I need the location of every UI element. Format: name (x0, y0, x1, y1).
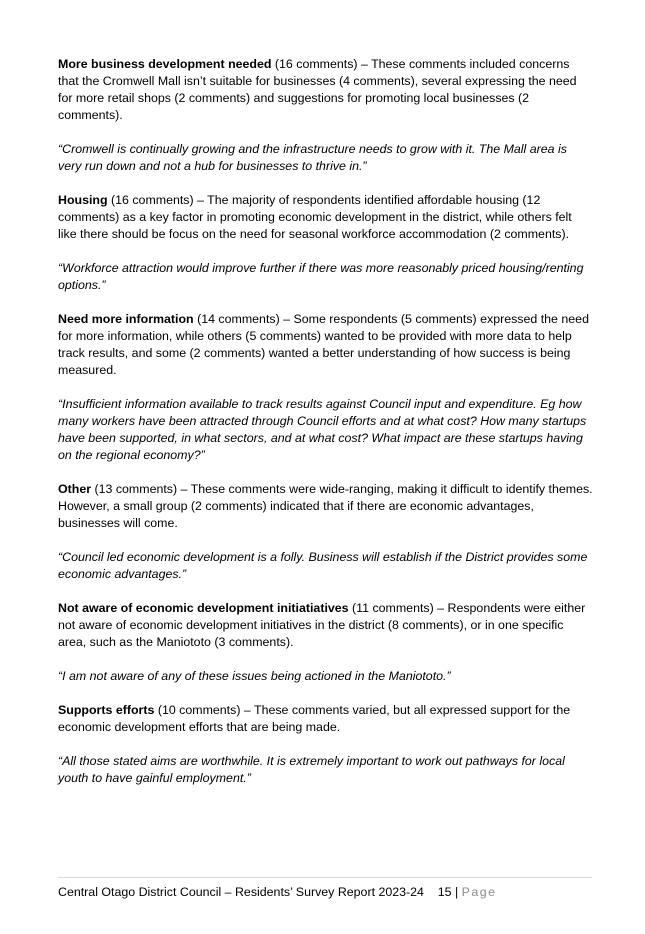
section-heading: More business development needed (58, 57, 272, 71)
section-body: (16 comments) – The majority of respondents identified affordable housing (12 comments) as a key factor in promoting economic development in the district, while others felt like there should be focus on the need for seasonal workforce accommodation (2 comments). (58, 193, 572, 241)
section-quote: “I am not aware of any of these issues being actioned in the Maniototo.” (58, 669, 451, 683)
section-business-development (58, 56, 593, 124)
section-more-information (58, 311, 593, 379)
section-body: (10 comments) – These comments varied, but all expressed support for the economic development efforts that are being made. (58, 703, 571, 734)
section-body: (16 comments) – These comments included concerns that the Cromwell Mall isn’t suitable for businesses (4 comments), several expressing the need for more retail shops (2 comments) and suggestions for promoting local businesses (2 comments). (58, 57, 577, 122)
section-heading: Supports efforts (58, 703, 155, 717)
section-heading: Other (58, 482, 92, 496)
page-number: 15 (437, 885, 452, 899)
page-footer (58, 877, 592, 901)
section-housing (58, 192, 593, 243)
section-not-aware (58, 600, 593, 651)
section-body: (11 comments) – Respondents were either not aware of economic development initiatives in the district (8 comments), or in one specific area, such as the Maniototo (3 comments). (58, 601, 586, 649)
section-body: (13 comments) – These comments were wide-ranging, making it difficult to identify themes. However, a small group (2 comments) indicated that if there are economic advantages, businesses will come. (58, 482, 593, 530)
section-quote: “Council led economic development is a folly. Business will establish if the District provides some economic advantages.” (58, 550, 588, 581)
section-heading: Housing (58, 193, 108, 207)
section-heading: Not aware of economic development initiatiatives (58, 601, 349, 615)
section-quote: “Insufficient information available to track results against Council input and expenditure. Eg how many workers have been attracted through Council efforts and at what cost? How many startups have been supported, in what sectors, and at what cost? What impact are these startups having on the regional economy?” (58, 397, 587, 462)
section-quote: “Cromwell is continually growing and the infrastructure needs to grow with it. The Mall area is very run down and not a hub for businesses to thrive in.” (58, 142, 567, 173)
section-quote: “Workforce attraction would improve further if there was more reasonably priced housing/renting options.” (58, 261, 584, 292)
section-body: (14 comments) – Some respondents (5 comments) expressed the need for more information, while others (5 comments) wanted to be provided with more data to help track results, and some (2 comments) wanted a better understanding of how success is being measured. (58, 312, 589, 377)
section-heading: Need more information (58, 312, 194, 326)
page-label: Page (461, 885, 497, 899)
footer-separator: | (454, 885, 459, 899)
section-other (58, 481, 593, 532)
document-body (58, 56, 593, 804)
footer-text: Central Otago District Council – Residents’ Survey Report 2023-24 (58, 885, 424, 899)
section-supports-efforts (58, 702, 593, 736)
section-quote: “All those stated aims are worthwhile. It is extremely important to work out pathways for local youth to have gainful employment.” (58, 754, 565, 785)
